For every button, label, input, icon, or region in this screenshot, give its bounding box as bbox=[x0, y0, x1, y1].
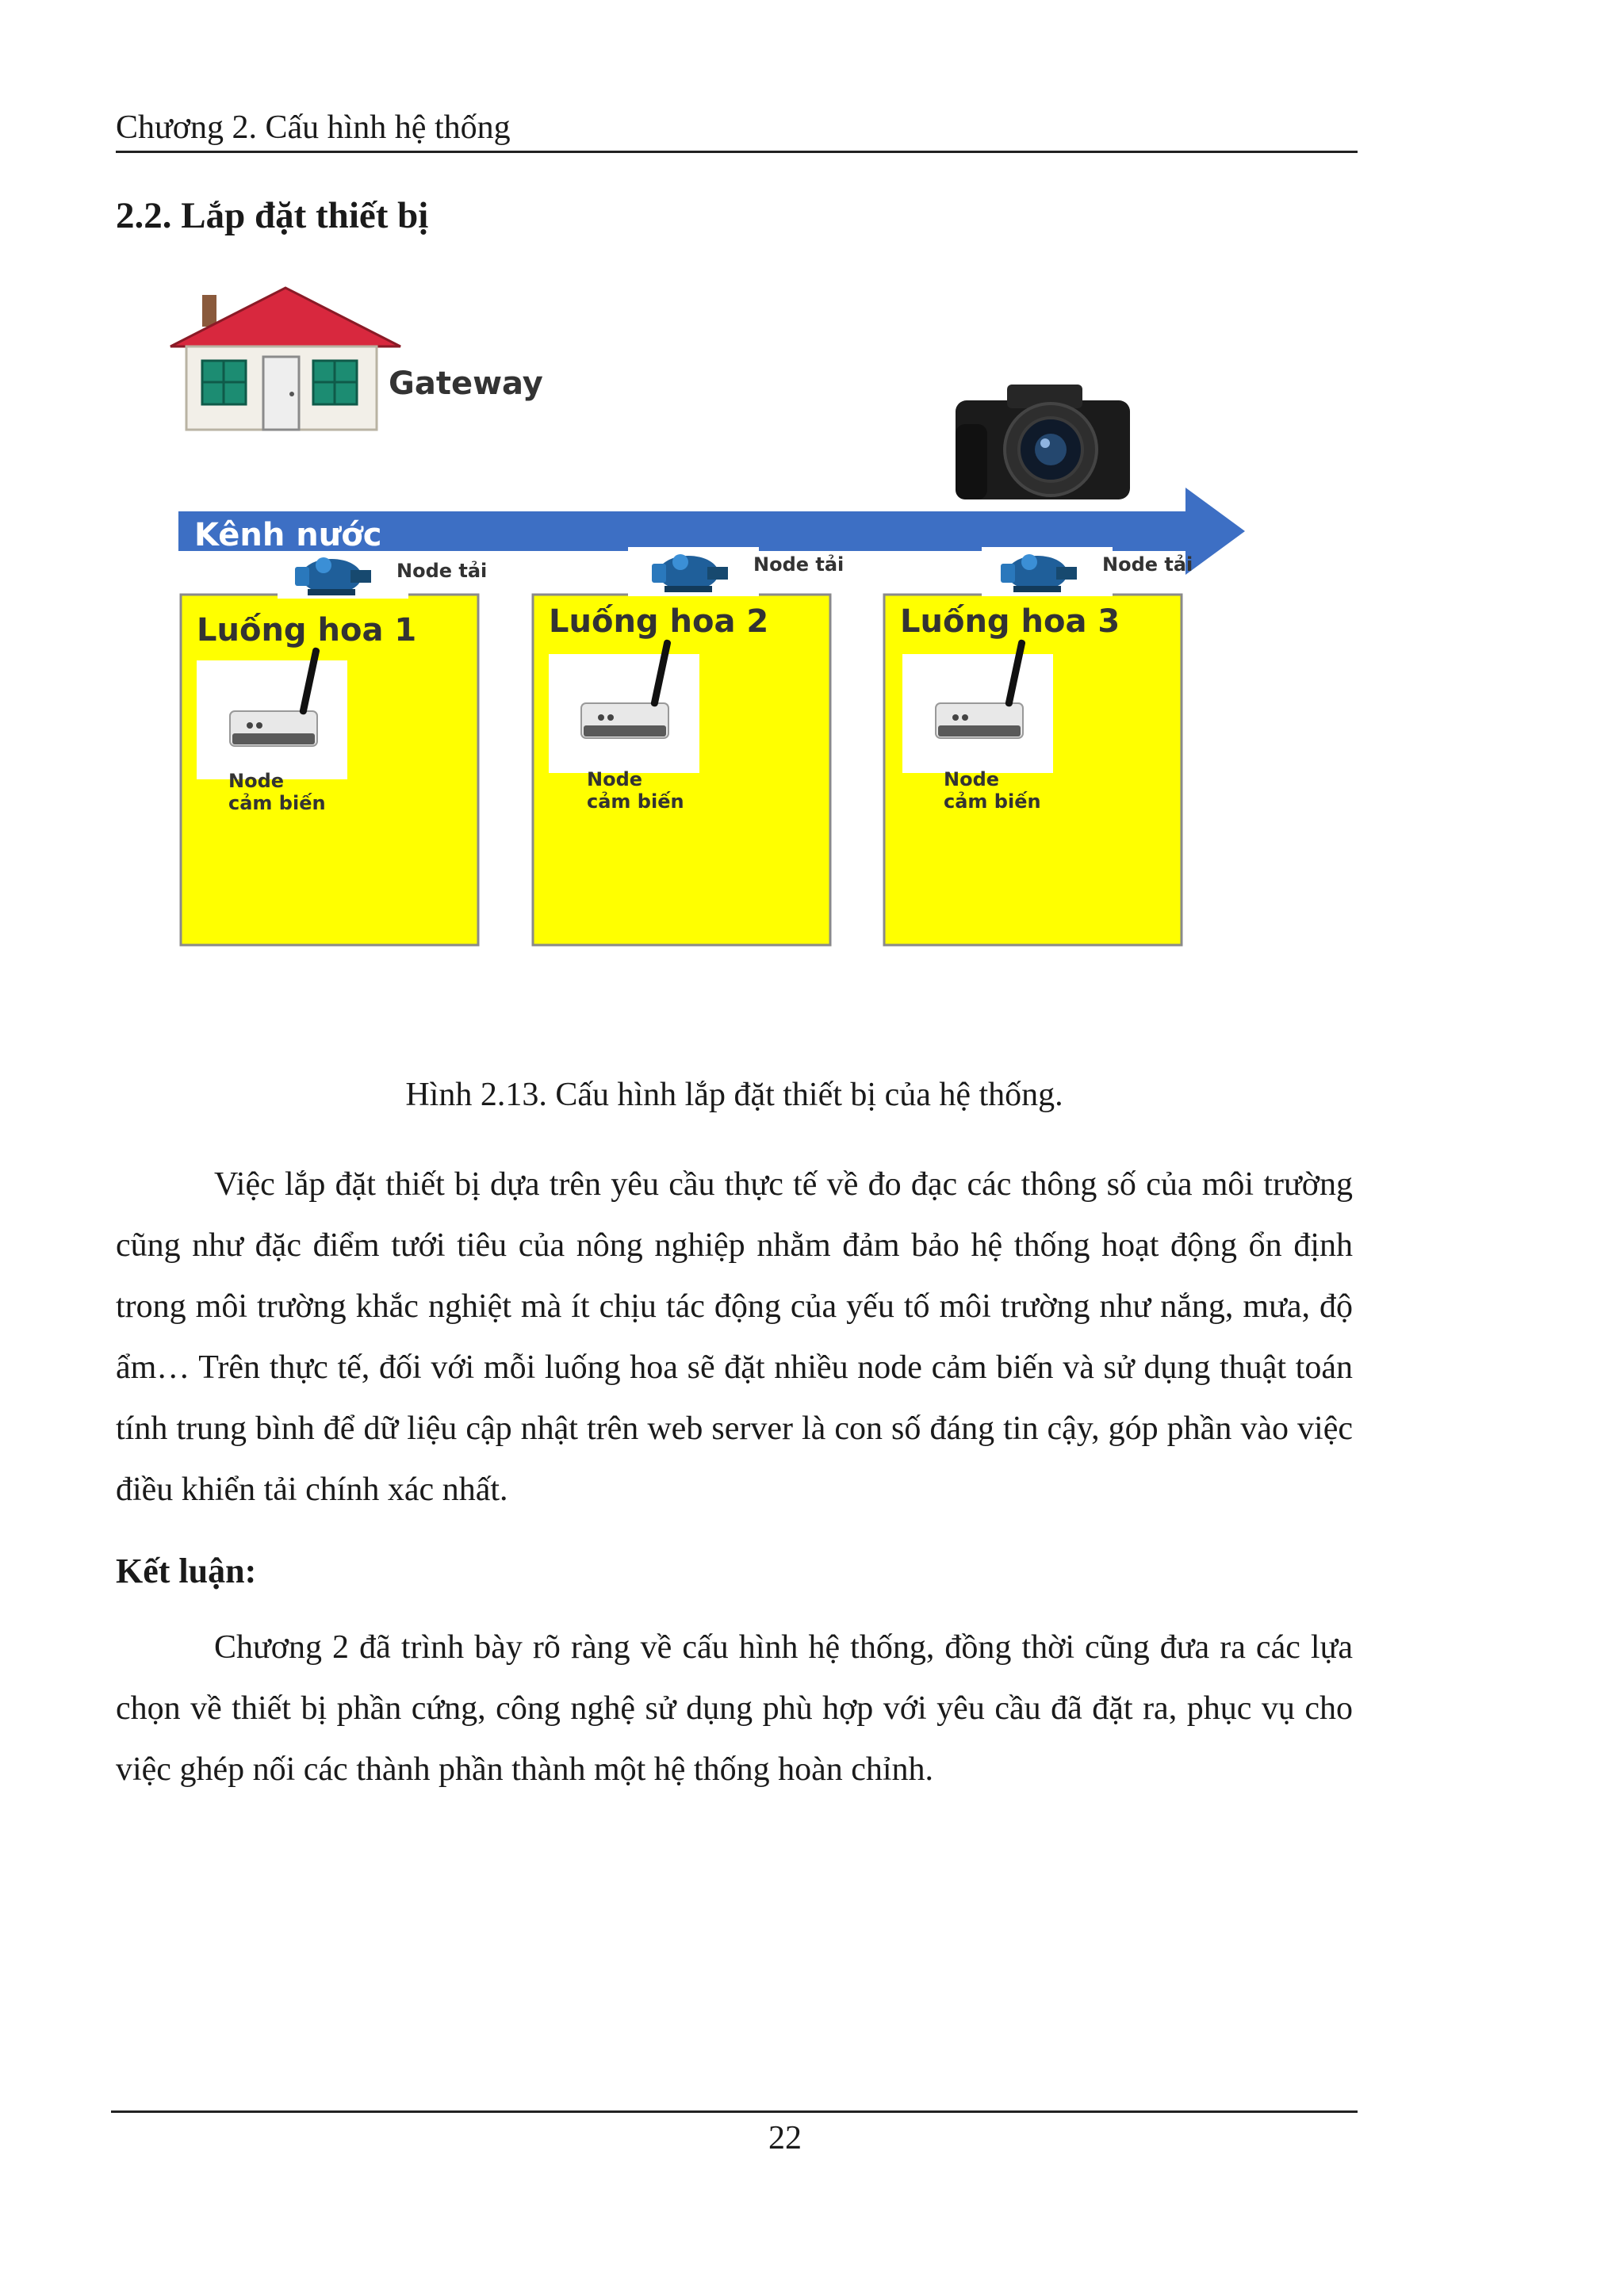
sensor-node-label: cảm biến bbox=[587, 790, 684, 813]
diagram-svg bbox=[159, 274, 1269, 991]
load-node-label: Node tải bbox=[396, 560, 488, 582]
flower-bed-label: Luống hoa 3 bbox=[900, 603, 1120, 640]
camera-icon bbox=[956, 385, 1130, 499]
sensor-node-label: cảm biến bbox=[228, 792, 326, 814]
section-title: 2.2. Lắp đặt thiết bị bbox=[116, 195, 429, 236]
conclusion-paragraph: Chương 2 đã trình bày rõ ràng về cấu hình hệ thống, đồng thời cũng đưa ra các lựa chọn về thiết bị phần cứng, công nghệ sử dụng phù hợp với yêu cầu đã đặt ra, phục vụ cho việc ghép nối các thành phần thành một hệ thống hoàn chỉnh. bbox=[116, 1629, 1353, 1788]
sensor-node-label: Node bbox=[587, 768, 643, 790]
water-channel-label: Kênh nước bbox=[194, 517, 382, 553]
load-node-label: Node tải bbox=[753, 553, 845, 576]
header-rule bbox=[116, 151, 1358, 153]
sensor-node-label: cảm biến bbox=[944, 790, 1041, 813]
flower-bed-2 bbox=[533, 595, 830, 945]
figure-caption: Hình 2.13. Cấu hình lắp đặt thiết bị của hệ thống. bbox=[405, 1077, 1063, 1113]
footer-rule bbox=[111, 2110, 1358, 2113]
page-number: 22 bbox=[768, 2120, 802, 2156]
flower-bed-label: Luống hoa 1 bbox=[197, 612, 417, 649]
gateway-house-icon bbox=[170, 288, 400, 430]
sensor-node-label: Node bbox=[228, 770, 285, 792]
sensor-node-label: Node bbox=[944, 768, 1000, 790]
conclusion-heading: Kết luận: bbox=[116, 1552, 257, 1590]
chapter-header: Chương 2. Cấu hình hệ thống bbox=[116, 109, 511, 146]
load-node-label: Node tải bbox=[1102, 553, 1193, 576]
flower-bed-3 bbox=[884, 595, 1182, 945]
body-paragraph: Việc lắp đặt thiết bị dựa trên yêu cầu thực tế về đo đạc các thông số của môi trường cũng như đặc điểm tưới tiêu của nông nghiệp nhằm đảm bảo hệ thống hoạt động ổn định trong môi trường khắc nghiệt mà ít chịu tác động của yếu tố môi trường như nắng, mưa, độ ẩm… Trên thực tế, đối với mỗi luống hoa sẽ đặt nhiều node cảm biến và sử dụng thuật toán tính trung bình để dữ liệu cập nhật trên web server là con số đáng tin cậy, góp phần vào việc điều khiển tải chính xác nhất. bbox=[116, 1166, 1353, 1508]
installation-diagram bbox=[159, 274, 1269, 991]
flower-bed-label: Luống hoa 2 bbox=[549, 603, 769, 640]
flower-bed-1 bbox=[181, 595, 478, 945]
gateway-label: Gateway bbox=[389, 365, 543, 402]
